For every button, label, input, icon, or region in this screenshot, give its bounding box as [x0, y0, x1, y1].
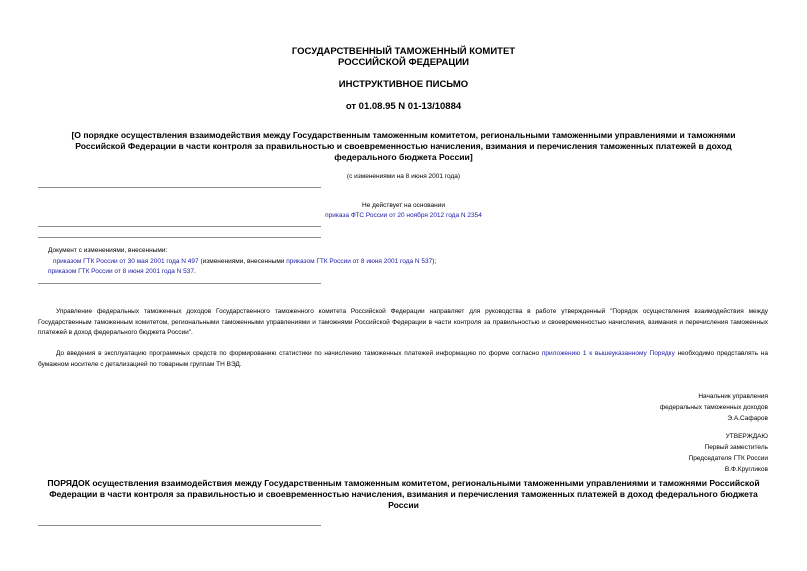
signature-block	[440, 391, 768, 424]
signature-department: федеральных таможенных доходов	[659, 404, 768, 411]
change-text-end: .	[194, 268, 196, 275]
org-name-line1: ГОСУДАРСТВЕННЫЙ ТАМОЖЕННЫЙ КОМИТЕТ	[291, 46, 516, 57]
approval-name: В.Ф.Кругликов	[724, 466, 768, 473]
document-type: ИНСТРУКТИВНОЕ ПИСЬМО	[338, 79, 469, 90]
change-link-order-537-second[interactable]: приказом ГТК России от 8 июня 2001 года N 537	[48, 268, 195, 275]
document-title-line2: Российской Федерации в части контроля за правильностью и своевременностью начисления, взимания и перечисления таможенных платежей в доход	[75, 141, 732, 151]
amendment-note: (с изменениями на 8 июня 2001 года)	[346, 173, 461, 180]
approval-block	[440, 431, 768, 475]
status-text: Не действует на основании	[362, 202, 445, 209]
signature-name: Э.А.Сафаров	[727, 415, 768, 422]
status-link[interactable]: приказа ФТС России от 20 ноября 2012 года N 2354	[325, 212, 482, 219]
para2-text-end: необходимо представлять на бумажном носителе с детализацией по товарным группам ТН ВЭД.	[38, 350, 768, 368]
document-title-line3: федерального бюджета России]	[334, 152, 473, 162]
appendix-link[interactable]: приложению 1 к вышеуказанному Порядку	[541, 350, 675, 357]
signature-title: Начальник управления	[698, 393, 768, 400]
org-name-line2: РОССИЙСКОЙ ФЕДЕРАЦИИ	[337, 57, 469, 68]
order-title-line3: России	[388, 500, 419, 510]
change-text-end: );	[432, 258, 437, 265]
divider	[38, 226, 321, 227]
body-paragraph-2	[38, 349, 768, 370]
para2-text: До введения в эксплуатацию программных средств по формированию статистики по начислению таможенных платежей информацию по форме согласно	[56, 350, 542, 357]
approval-position: Первый заместитель	[704, 444, 768, 451]
divider	[38, 525, 321, 526]
body-paragraph-1: Управление федеральных таможенных доходов Государственного таможенного комитета Российской Федерации направляет для руководства в работе утвержденный "Порядок осуществления взаимодействия между Государственным таможенным комитетом, региональными таможенными управлениями и таможнями Российской Федерации в части контроля за правильностью и своевременностью начисления, взимания и перечисления таможенных платежей в доход федерального бюджета России".	[38, 308, 768, 336]
change-link-order-537[interactable]: приказом ГТК России от 8 июня 2001 года N 537	[286, 258, 433, 265]
order-title-line1: ПОРЯДОК осуществления взаимодействия между Государственным таможенным комитетом, региональными таможенными управлениями и таможнями Российской	[47, 478, 760, 488]
divider	[38, 187, 321, 188]
document-number: от 01.08.95 N 01-13/10884	[345, 101, 462, 112]
changes-item-1	[53, 257, 436, 266]
divider	[38, 283, 321, 284]
change-text: (изменениями, внесенными	[198, 258, 287, 265]
changes-item-2	[48, 267, 196, 276]
change-link-order-497[interactable]: приказом ГТК России от 30 мая 2001 года N 497	[53, 258, 199, 265]
approval-heading: УТВЕРЖДАЮ	[725, 433, 768, 440]
document-title-line1: [О порядке осуществления взаимодействия между Государственным таможенным комитетом, региональными таможенными управлениями и таможнями	[71, 130, 736, 140]
divider	[38, 237, 321, 238]
order-title-line2: Федерации в части контроля за правильностью и своевременностью начисления, взимания и перечисления таможенных платежей в доход федерального бюджета	[49, 489, 758, 499]
changes-intro: Документ с изменениями, внесенными:	[48, 247, 168, 254]
approval-organization: Председателя ГТК России	[688, 455, 768, 462]
